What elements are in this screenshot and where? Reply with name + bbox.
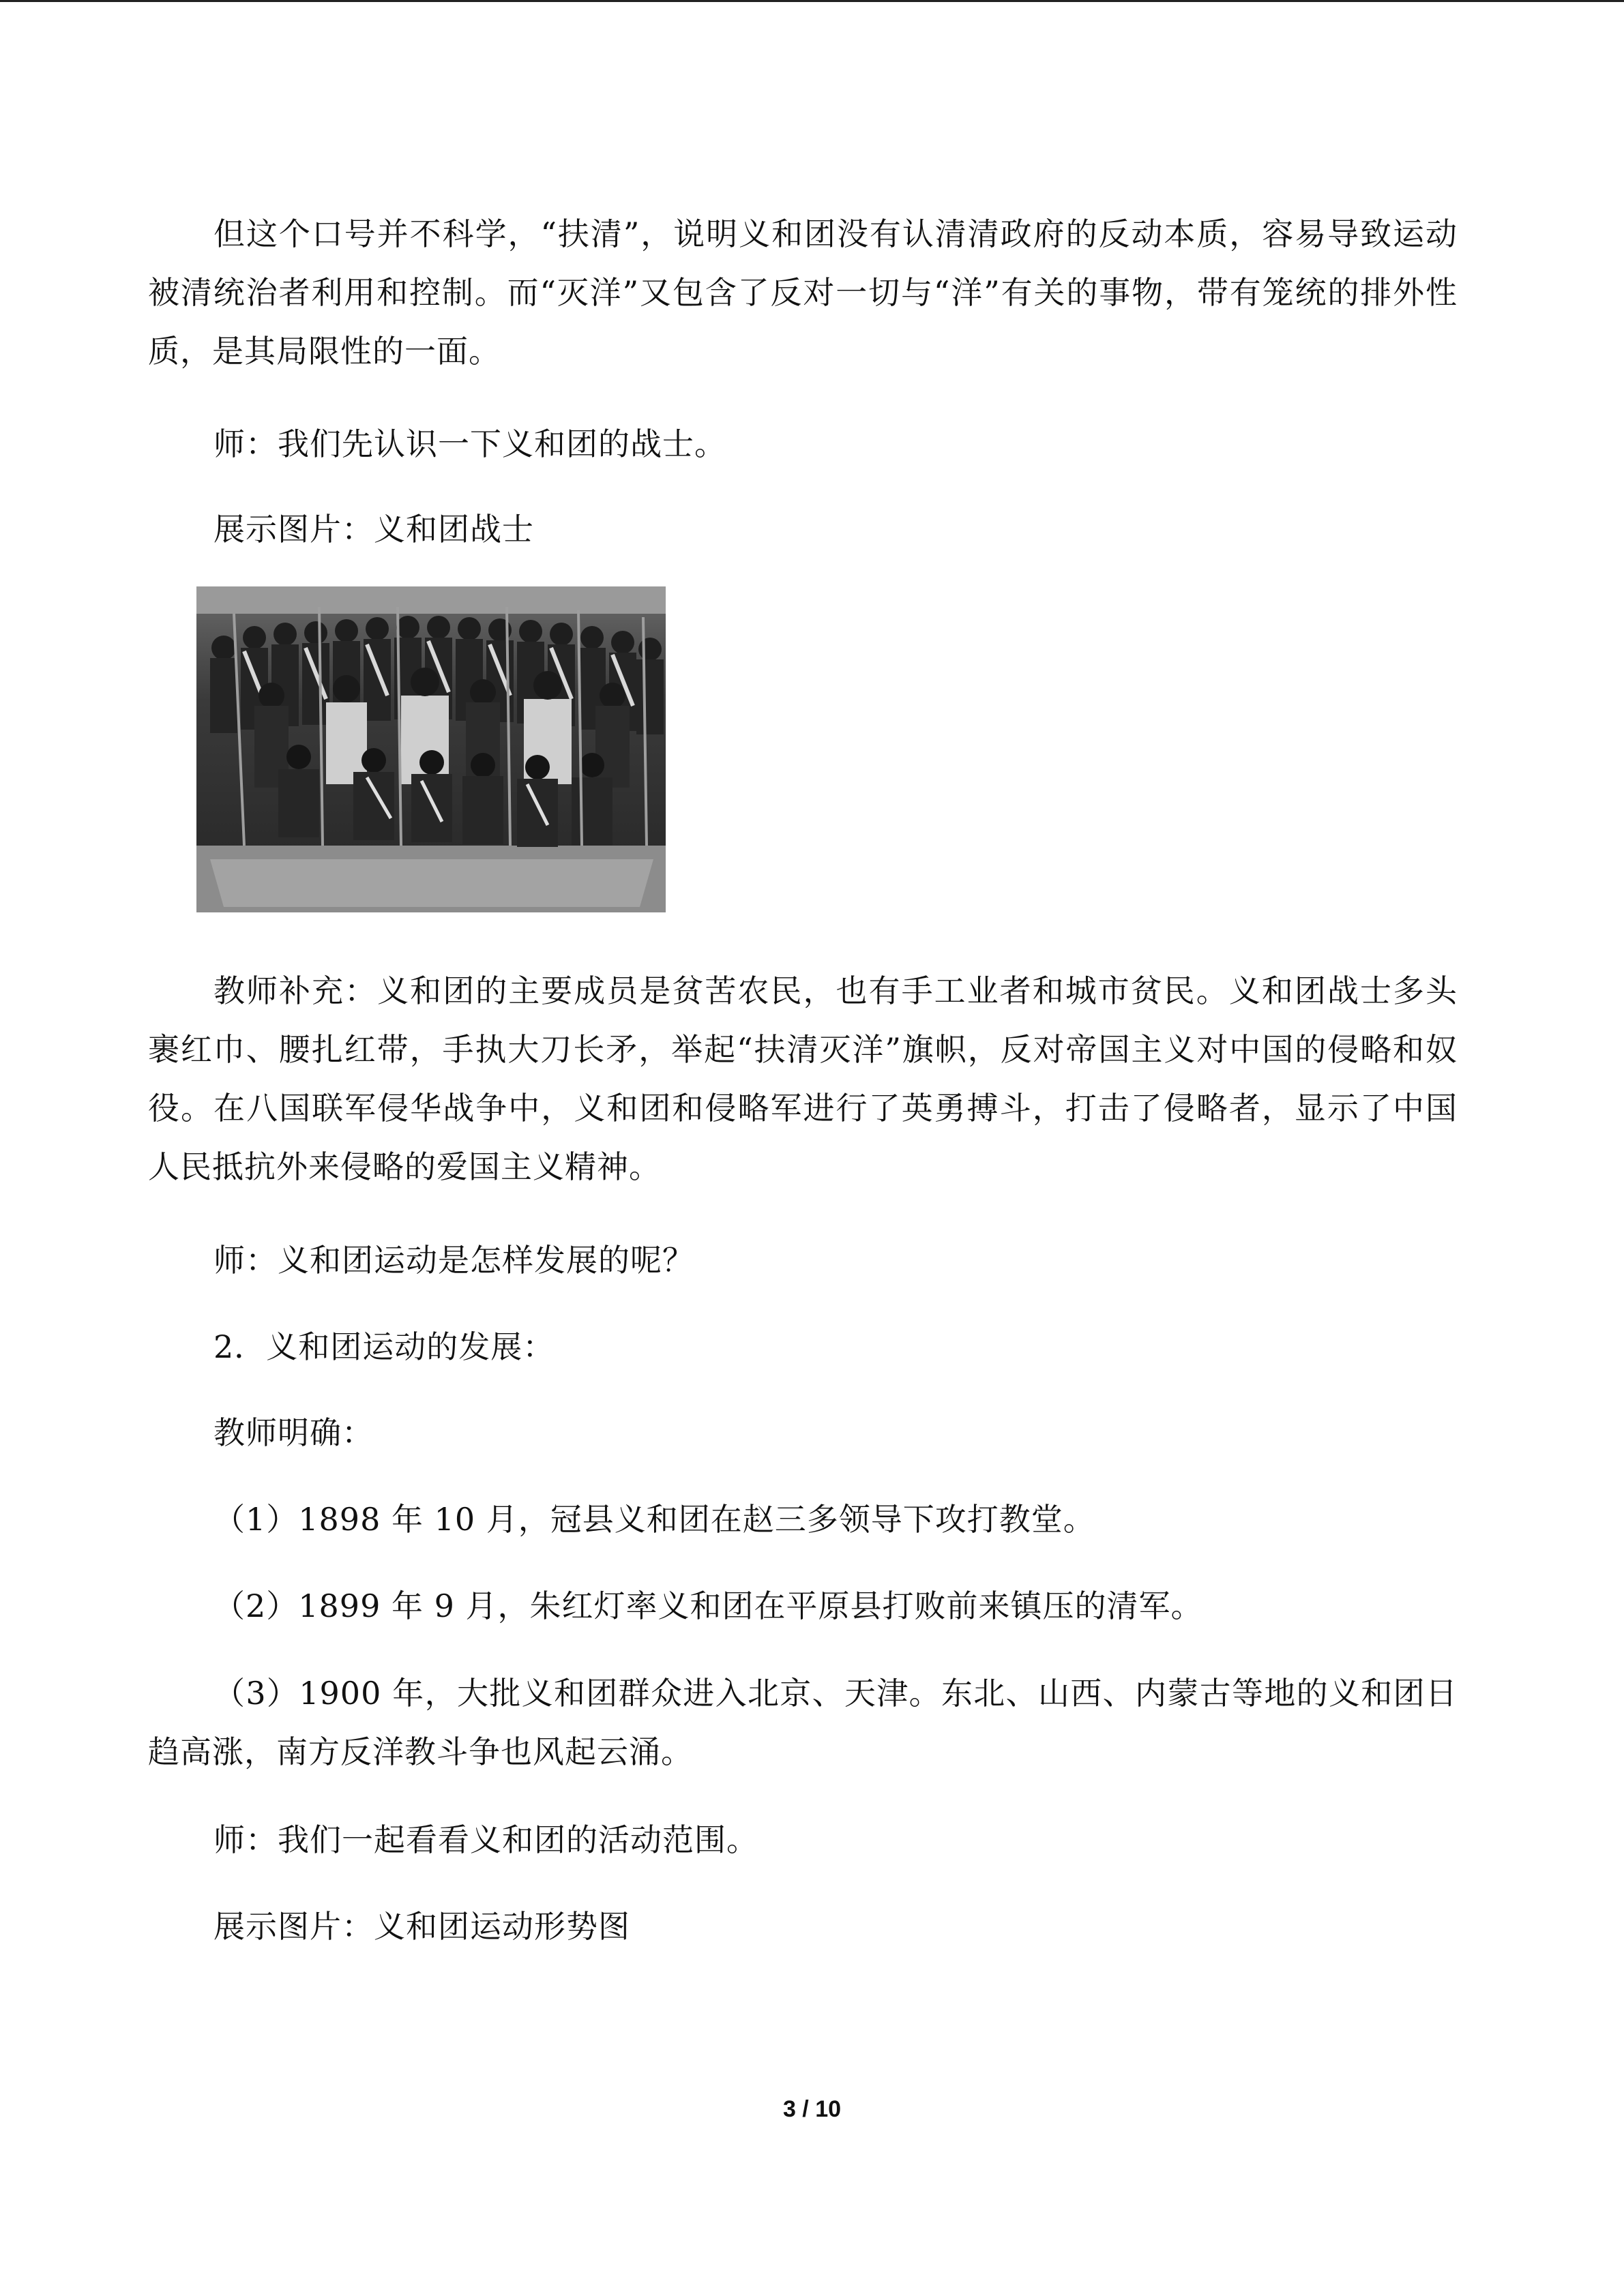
list-item-1899: （2）1899 年 9 月，朱红灯率义和团在平原县打败前来镇压的清军。: [213, 1587, 1203, 1624]
list-item-1898: （1）1898 年 10 月，冠县义和团在赵三多领导下攻打教堂。: [213, 1501, 1095, 1538]
paragraph-teacher-intro-warriors: 师：我们先认识一下义和团的战士。: [213, 426, 726, 462]
boxer-warriors-photo: [196, 586, 666, 912]
paragraph-teacher-supplement: 教师补充：义和团的主要成员是贫苦农民，也有手工业者和城市贫民。义和团战士多头裹红巾、腰扎红带，手执大刀长矛，举起“扶清灭洋”旗帜，反对帝国主义对中国的侵略和奴役。在八国联军侵华战争中，义和团和侵略军进行了英勇搏斗，打击了侵略者，显示了中国人民抵抗外来侵略的爱国主义精神。: [148, 972, 1458, 1185]
paragraph-slogan-limitation: 但这个口号并不科学，“扶清”，说明义和团没有认清清政府的反动本质，容易导致运动被清统治者利用和控制。而“灭洋”又包含了反对一切与“洋”有关的事物，带有笼统的排外性质，是其局限性的一面。: [148, 215, 1458, 370]
paragraph-teacher-clarify: 教师明确：: [213, 1414, 374, 1451]
paragraph-activity-range: 师：我们一起看看义和团的活动范围。: [213, 1821, 758, 1858]
page-number: 3 / 10: [782, 2096, 842, 2122]
list-item-1900: （3）1900 年，大批义和团群众进入北京、天津。东北、山西、内蒙古等地的义和团日趋高涨，南方反洋教斗争也风起云涌。: [148, 1675, 1458, 1770]
paragraph-show-image-warriors: 展示图片：义和团战士: [213, 511, 534, 548]
section-heading-development: 2．义和团运动的发展：: [213, 1328, 555, 1365]
top-border-line: [0, 0, 1624, 2]
paragraph-show-image-map: 展示图片：义和团运动形势图: [213, 1908, 630, 1945]
paragraph-question-development: 师：义和团运动是怎样发展的呢？: [213, 1242, 694, 1279]
